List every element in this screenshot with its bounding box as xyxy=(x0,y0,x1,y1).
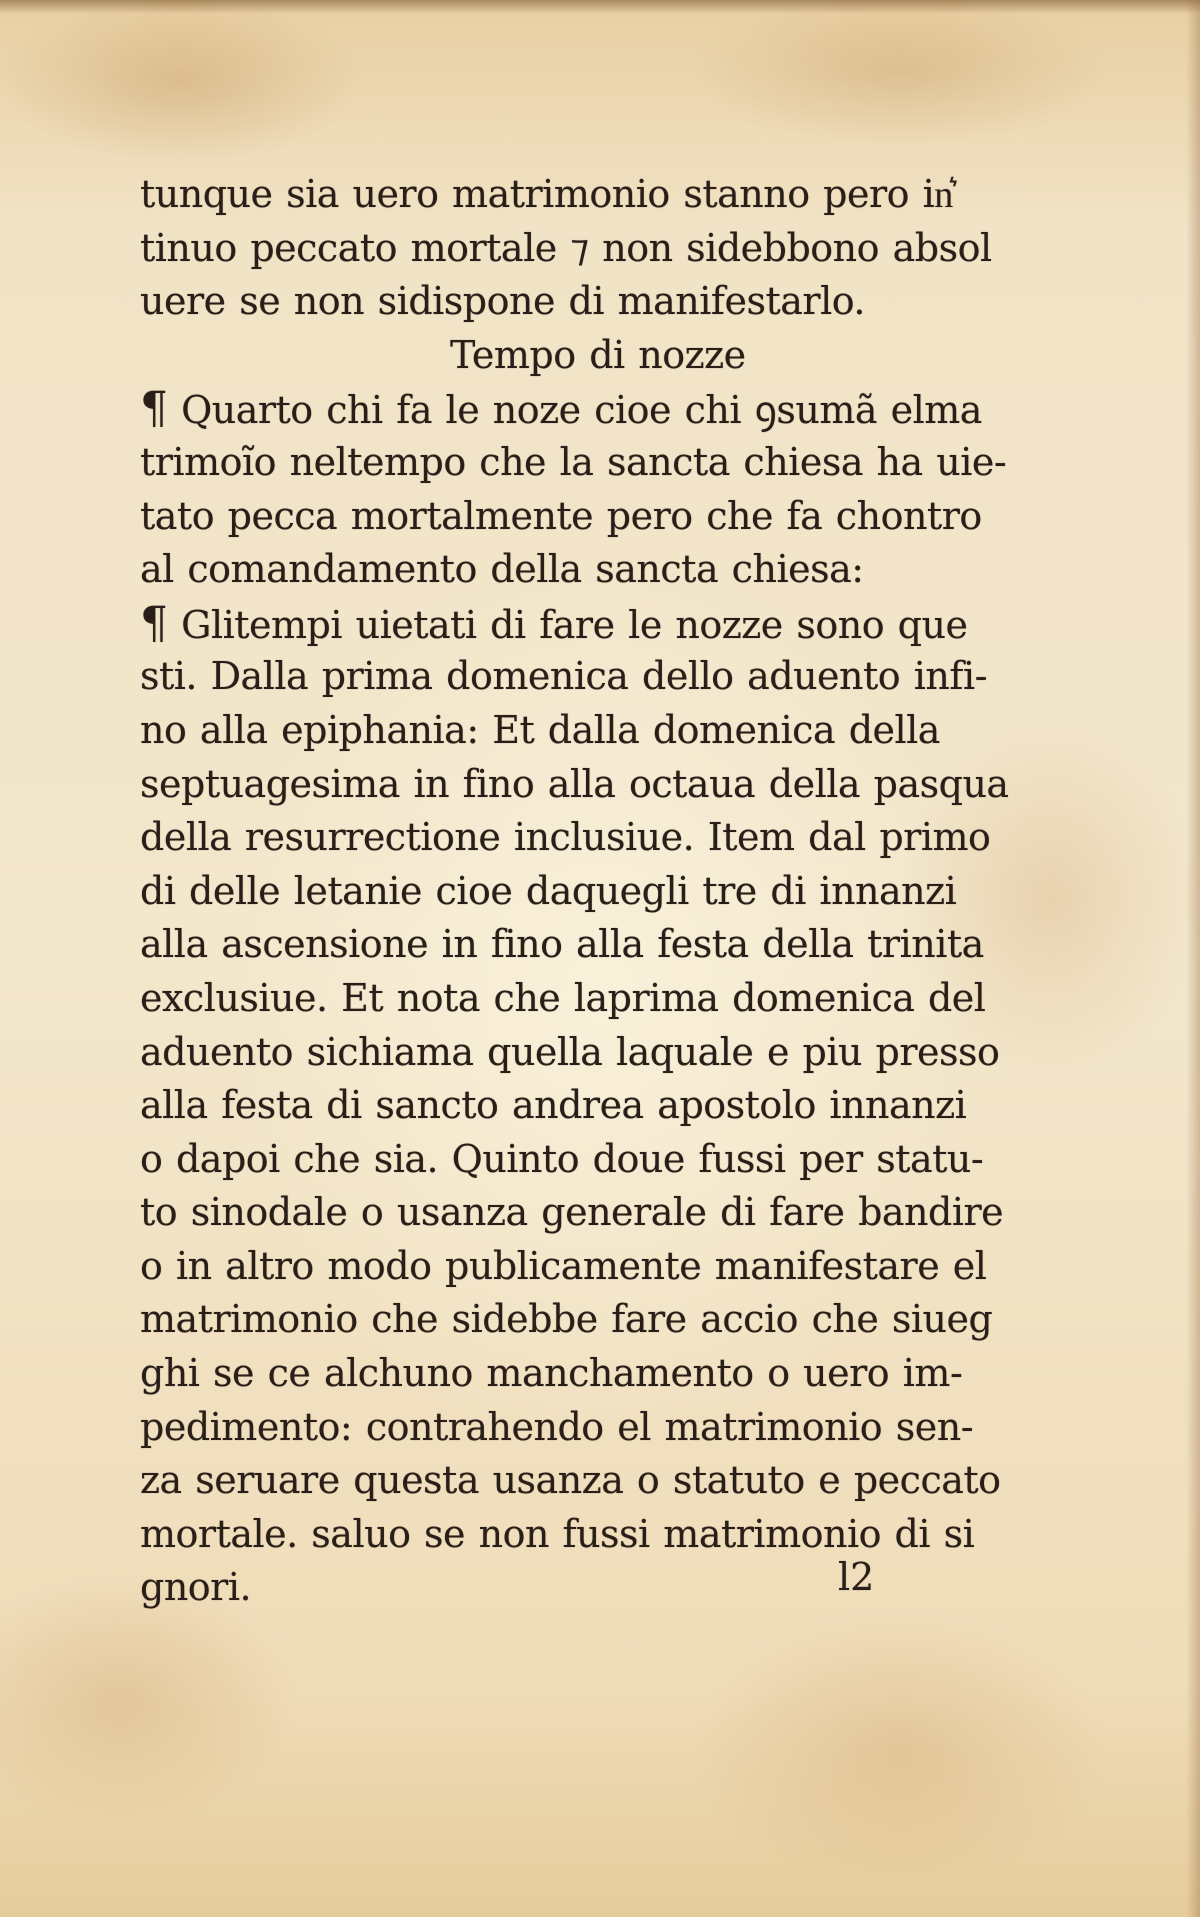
text-line-22: matrimonio che sidebbe fare accio che siueg xyxy=(140,1297,993,1342)
text-line-8: al comandamento della sancta chiesa: xyxy=(140,547,864,592)
text-line-24: pedimento: contrahendo el matrimonio sen- xyxy=(140,1404,974,1449)
text-line-2: tinuo peccato mortale ⁊ non sidebbono absol xyxy=(140,225,992,270)
text-line-5 xyxy=(140,382,980,436)
pilcrow-mark: ¶ xyxy=(140,383,168,435)
text-line-3: uere se non sidispone di manifestarlo. xyxy=(140,279,866,324)
text-line-25: za seruare questa usanza o statuto e peccato xyxy=(140,1458,1001,1503)
folio-signature: l2 xyxy=(838,1555,875,1599)
body-text xyxy=(140,168,1009,1615)
text-line-9-content: Glitempi uietati di fare le nozze sono que xyxy=(181,602,968,647)
text-line-26: mortale. saluo se non fussi matrimonio di si xyxy=(140,1511,975,1556)
text-line-15: alla ascensione in fino alla festa della trinita xyxy=(140,922,984,967)
text-line-21: o in altro modo publicamente manifestare el xyxy=(140,1243,987,1288)
text-line-11: no alla epiphania: Et dalla domenica della xyxy=(140,707,940,752)
text-line-13: della resurrectione inclusiue. Item dal primo xyxy=(140,815,991,860)
text-line-7: tato pecca mortalmente pero che fa chontro xyxy=(140,493,982,538)
text-line-16: exclusiue. Et nota che laprima domenica del xyxy=(140,975,986,1020)
text-line-19: o dapoi che sia. Quinto doue fussi per statu- xyxy=(140,1136,984,1181)
text-line-5-content: Quarto chi fa le noze cioe chi ꝯsumã elma xyxy=(181,388,982,433)
text-line-6: trimoĩo neltempo che la sancta chiesa ha uie- xyxy=(140,439,1007,484)
text-line-14: di delle letanie cioe daquegli tre di innanzi xyxy=(140,868,957,913)
page-top-edge xyxy=(0,0,1200,14)
text-line-18: alla festa di sancto andrea apostolo innanzi xyxy=(140,1083,967,1128)
text-line-20: to sinodale o usanza generale di fare bandire xyxy=(140,1190,1004,1235)
page-right-edge xyxy=(1186,0,1200,1917)
text-line-12: septuagesima in fino alla octaua della pasqua xyxy=(140,761,1009,806)
text-line-27: gnori. xyxy=(140,1565,252,1610)
text-line-17: aduento sichiama quella laquale e piu presso xyxy=(140,1029,1000,1074)
section-heading: Tempo di nozze xyxy=(450,332,746,377)
pilcrow-mark: ¶ xyxy=(140,597,168,649)
text-line-10: sti. Dalla prima domenica dello aduento infi- xyxy=(140,654,987,699)
text-line-1: tunque sia uero matrimonio stanno pero in͛ xyxy=(140,172,953,216)
text-line-9 xyxy=(140,597,980,651)
text-line-23: ghi se ce alchuno manchamento o uero im- xyxy=(140,1351,963,1396)
